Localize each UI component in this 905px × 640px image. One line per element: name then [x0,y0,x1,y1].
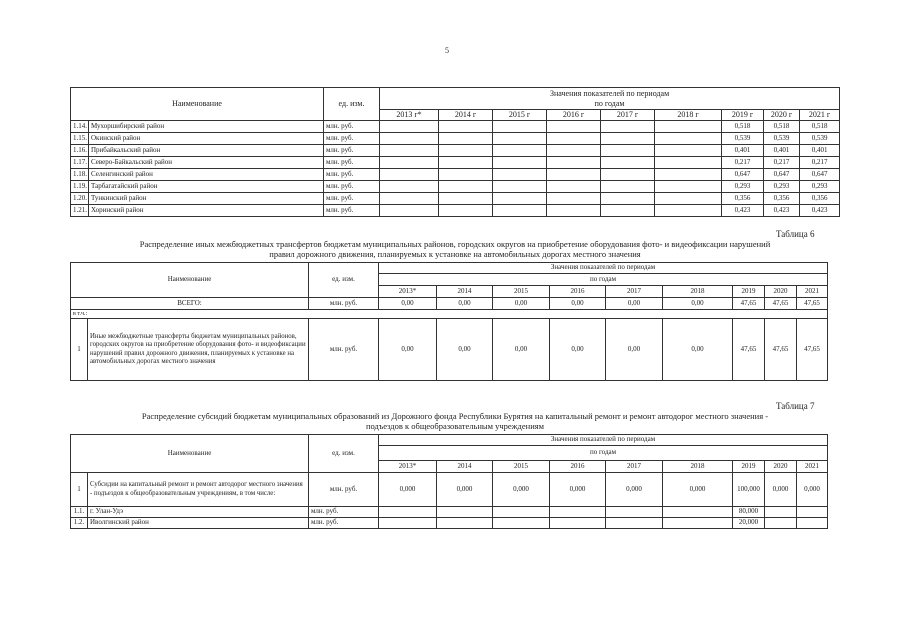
header-unit: ед. изм. [309,263,379,298]
row-value [439,169,493,181]
row-value: 0,00 [493,319,550,381]
row-value: 0,401 [800,145,840,157]
row-value [493,121,547,133]
row-value [493,507,550,518]
row-value: 47,65 [765,319,797,381]
row-value: 0,401 [722,145,764,157]
row-value: 0,293 [764,181,800,193]
table-row [71,205,840,217]
year-header: 2019 [733,286,765,298]
row-value [601,193,655,205]
row-unit: млн. руб. [324,169,380,181]
row-value [601,205,655,217]
row-value: 80,000 [733,507,765,518]
row-name: Иные межбюджетные трансферты бюджетам муниципальных районов, городских округов на приобретение оборудования фото- и видеофиксации нарушений правил дорожного движения, планируемых к установке на автомобильных дорогах местного значения [88,319,309,381]
year-header: 2021 [797,461,828,473]
header-values-line1: Значения показателей по периодам [379,435,828,446]
row-value: 0,00 [437,319,493,381]
table-row [71,473,828,507]
row-value [550,507,606,518]
total-value: 0,00 [550,298,606,310]
row-value: 0,356 [764,193,800,205]
row-value [606,507,663,518]
incl-row [71,310,828,319]
row-value: 0,000 [550,473,606,507]
row-value [765,518,797,529]
header-values-line1: Значения показателей по периодам [379,263,828,274]
row-value: 0,00 [379,319,437,381]
row-value [437,518,493,529]
total-value: 47,65 [733,298,765,310]
row-unit: млн. руб. [324,181,380,193]
table6-title-line2: правил дорожного движения, планируемых к установке на автомобильных дорогах местного значения [269,248,641,259]
header-name: Наименование [71,88,324,121]
year-header: 2016 [550,286,606,298]
row-value: 0,423 [800,205,840,217]
total-value: 0,00 [606,298,663,310]
table-row [71,145,840,157]
row-value: 0,539 [722,133,764,145]
row-value [380,193,439,205]
year-header: 2013* [379,461,437,473]
row-name: Северо-Байкальский район [89,157,324,169]
total-value: 0,00 [493,298,550,310]
header-values-line2: по годам [379,274,828,286]
row-value: 0,423 [764,205,800,217]
row-value [606,518,663,529]
row-num: 1.1. [71,507,88,518]
row-value [380,133,439,145]
table-row [71,507,828,518]
year-header: 2019 [733,461,765,473]
row-num: 1.16. [71,145,89,157]
row-value [655,205,722,217]
row-value [380,169,439,181]
table1-body [71,121,840,217]
total-value: 47,65 [765,298,797,310]
row-name: Субсидии на капитальный ремонт и ремонт автодорог местного значения - подъездов к общеобразовательным учреждениям, в том числе: [88,473,309,507]
row-unit: млн. руб. [324,205,380,217]
row-value: 0,647 [800,169,840,181]
row-value [439,121,493,133]
row-value [439,181,493,193]
row-name: Тарбагатайский район [89,181,324,193]
year-header: 2013* [379,286,437,298]
row-value [663,507,733,518]
row-num: 1.21. [71,205,89,217]
row-name: Прибайкальский район [89,145,324,157]
row-value [655,145,722,157]
year-header: 2020 [765,461,797,473]
row-value: 0,000 [663,473,733,507]
row-value [380,121,439,133]
header-unit: ед. изм. [309,435,379,473]
row-value: 0,518 [764,121,800,133]
year-header: 2017 г [601,110,655,121]
row-value [547,205,601,217]
row-value: 0,217 [764,157,800,169]
total-unit: млн. руб. [309,298,379,310]
row-value [601,121,655,133]
row-value [655,181,722,193]
row-value [797,518,828,529]
row-value: 0,000 [797,473,828,507]
total-row [71,298,828,310]
row-value [655,133,722,145]
row-num: 1 [71,319,88,381]
row-value: 0,00 [606,319,663,381]
row-unit: млн. руб. [309,473,379,507]
row-value [797,507,828,518]
row-unit: млн. руб. [324,133,380,145]
table-row [71,181,840,193]
row-value: 0,217 [800,157,840,169]
row-value [380,157,439,169]
year-header: 2021 г [800,110,840,121]
row-value [380,181,439,193]
row-value [493,193,547,205]
row-value [493,145,547,157]
year-header: 2015 г [493,110,547,121]
row-value: 0,539 [764,133,800,145]
row-value [547,181,601,193]
table-row [71,133,840,145]
table-row [71,169,840,181]
row-value: 20,000 [733,518,765,529]
year-header: 2017 [606,286,663,298]
row-num: 1.14. [71,121,89,133]
row-value: 0,293 [800,181,840,193]
row-value [439,157,493,169]
header-name: Наименование [71,263,309,298]
row-value [493,181,547,193]
year-header: 2016 г [547,110,601,121]
row-name: Селенгинский район [89,169,324,181]
row-unit: млн. руб. [324,121,380,133]
total-value: 0,00 [437,298,493,310]
row-value: 0,293 [722,181,764,193]
row-value: 0,518 [722,121,764,133]
row-value [601,181,655,193]
row-name: Хоринский район [89,205,324,217]
header-name: Наименование [71,435,309,473]
row-value [439,145,493,157]
row-value [601,145,655,157]
row-value: 47,65 [733,319,765,381]
table-row [71,121,840,133]
table7-title-line1: Распределение субсидий бюджетам муниципальных образований из Дорожного фонда Республики Бурятия на капитальный ремонт и ремонт автодорог местного значения - [141,411,769,421]
row-value [601,157,655,169]
row-value [550,518,606,529]
row-num: 1.19. [71,181,89,193]
page-number: 5 [445,46,449,55]
year-header: 2016 [550,461,606,473]
row-value [493,205,547,217]
row-value: 0,000 [765,473,797,507]
table-row [71,319,828,381]
row-name: Окинский район [89,133,324,145]
row-value: 0,000 [437,473,493,507]
row-name: Иволгинский район [88,518,309,529]
row-value [439,205,493,217]
year-header: 2014 [437,286,493,298]
year-header: 2018 г [655,110,722,121]
row-value [655,169,722,181]
row-num: 1 [71,473,88,507]
row-value: 0,000 [606,473,663,507]
row-num: 1.2. [71,518,88,529]
row-unit: млн. руб. [309,319,379,381]
year-header: 2019 г [722,110,764,121]
row-value: 0,00 [663,319,733,381]
row-value [439,133,493,145]
header-values-line1: Значения показателей по периодам [549,88,670,98]
year-header: 2020 г [764,110,800,121]
row-value [379,507,437,518]
row-value [379,518,437,529]
row-name: Мухоршибирский район [89,121,324,133]
row-value [493,518,550,529]
row-value [601,169,655,181]
table-row [71,193,840,205]
row-value: 0,647 [722,169,764,181]
total-value: 0,00 [379,298,437,310]
row-value: 0,356 [722,193,764,205]
row-num: 1.17. [71,157,89,169]
row-name: г. Улан-Удэ [88,507,309,518]
row-value [547,121,601,133]
row-value [601,133,655,145]
row-value [437,507,493,518]
row-value: 0,401 [764,145,800,157]
row-name: Тункинский район [89,193,324,205]
year-header: 2018 [663,286,733,298]
row-value: 0,423 [722,205,764,217]
row-value: 100,000 [733,473,765,507]
row-unit: млн. руб. [324,193,380,205]
row-value [493,133,547,145]
header-values-line2: по годам [379,446,828,461]
total-value: 0,00 [663,298,733,310]
row-value [547,169,601,181]
table6 [70,262,828,381]
row-value [380,205,439,217]
table-row [71,157,840,169]
row-value: 0,356 [800,193,840,205]
incl-label: в т.ч.: [71,310,828,319]
year-header: 2017 [606,461,663,473]
header-values-line2: по годам [594,98,625,108]
year-header: 2015 [493,286,550,298]
row-value: 0,00 [550,319,606,381]
row-num: 1.15. [71,133,89,145]
header-unit: ед. изм. [324,88,380,121]
row-unit: млн. руб. [309,518,379,529]
year-header: 2021 [797,286,828,298]
table6-title [40,240,870,260]
row-value: 0,539 [800,133,840,145]
table-row [71,518,828,529]
row-value [493,169,547,181]
table-continuation [70,87,840,217]
row-value [655,193,722,205]
row-value [765,507,797,518]
row-value [655,121,722,133]
year-header: 2018 [663,461,733,473]
row-value [493,157,547,169]
row-value: 0,000 [379,473,437,507]
year-header: 2020 [765,286,797,298]
row-value [655,157,722,169]
row-unit: млн. руб. [309,507,379,518]
row-unit: млн. руб. [324,157,380,169]
row-num: 1.20. [71,193,89,205]
header-values [380,88,840,110]
table7 [70,434,828,529]
total-value: 47,65 [797,298,828,310]
table6-title-line1: Распределение иных межбюджетных трансфертов бюджетам муниципальных районов, городских округов на приобретение оборудования фото- и видеофиксации нарушений [139,239,771,249]
row-value: 0,000 [493,473,550,507]
row-value [547,133,601,145]
row-value: 0,518 [800,121,840,133]
row-num: 1.18. [71,169,89,181]
table7-title [40,412,870,432]
table6-caption: Таблица 6 [776,229,815,239]
row-value [547,193,601,205]
row-value [439,193,493,205]
table7-caption: Таблица 7 [776,401,815,411]
total-label: ВСЕГО: [71,298,309,310]
year-header: 2014 г [439,110,493,121]
year-header: 2015 [493,461,550,473]
row-value [380,145,439,157]
row-value [547,145,601,157]
row-value: 0,647 [764,169,800,181]
row-value: 47,65 [797,319,828,381]
row-value [547,157,601,169]
table7-title-line2: подъездов к общеобразовательным учреждениям [365,420,545,431]
row-value [663,518,733,529]
row-unit: млн. руб. [324,145,380,157]
row-value: 0,217 [722,157,764,169]
year-header: 2014 [437,461,493,473]
year-header: 2013 г* [380,110,439,121]
